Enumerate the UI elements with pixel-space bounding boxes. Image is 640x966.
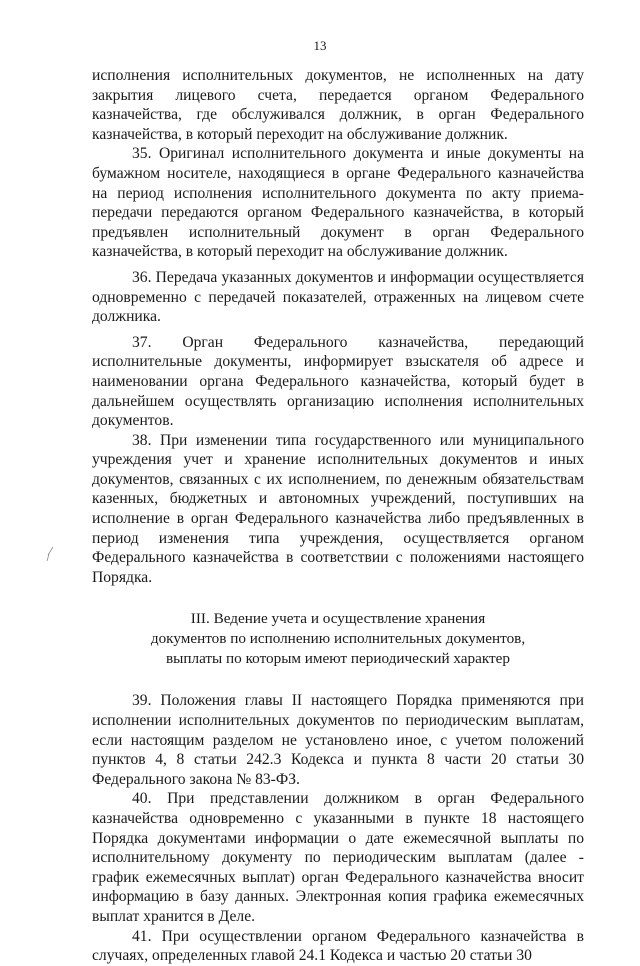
paragraph-38: 38. При изменении типа государственного или муниципального учреждения учет и хранение исполнительных документов и иных документов, связанных с их исполнением, по денежным обязательствам казенных, бюджетных и автономных учреждений, поступивших на исполнение в орган Федерального казначейства либо предъявленных в период изменения типа учреждения, осуществляется органом Федерального казначейства в соответствии с положениями настоящего Порядка. [92, 431, 584, 586]
section-heading [92, 609, 584, 669]
paragraph-continuation: исполнения исполнительных документов, не исполненных на дату закрытия лицевого счета, передается органом Федерального казначейства, где обслуживался должник, в орган Федерального казначейства, в который переходит на обслуживание должник. [92, 67, 584, 143]
paragraph-35: 35. Оригинал исполнительного документа и иные документы на бумажном носителе, находящиеся в органе Федерального казначейства на период исполнения исполнительного документа по акту приема-передачи передаются органом Федерального казначейства, в который предъявлен исполнительный документ в орган Федерального казначейства, в который переходит на обслуживание должник. [92, 145, 584, 261]
paragraph-41: 41. При осуществлении органом Федерального казначейства в случаях, определенных главой 24.1 Кодекса и частью 20 статьи 30 [92, 927, 584, 965]
page-number: 13 [313, 38, 327, 53]
section-heading-line-2: документов по исполнению исполнительных документов, [150, 630, 526, 648]
paragraph-40: 40. При представлении должником в орган Федерального казначейства одновременно с указанными в пункте 18 настоящего Порядка документами информации о дате ежемесячной выплаты по исполнительному документу по периодическим выплатам (далее - график ежемесячных выплат) орган Федерального казначейства вносит информацию в базу данных. Электронная копия графика ежемесячных выплат хранится в Деле. [92, 790, 584, 925]
section-heading-line-1: III. Ведение учета и осуществление хранения [190, 610, 486, 628]
paragraph-39: 39. Положения главы II настоящего Порядка применяются при исполнении исполнительных документов по периодическим выплатам, если настоящим разделом не установлено иное, с учетом положений пунктов 4, 8 статьи 242.3 Кодекса и пункта 8 части 20 статьи 30 Федерального закона № 83-ФЗ. [92, 692, 584, 788]
document-body [92, 66, 584, 966]
paragraph-36: 36. Передача указанных документов и информации осуществляется одновременно с передачей показателей, отраженных на лицевом счете должника. [92, 268, 584, 326]
margin-pen-mark [44, 545, 56, 563]
section-heading-line-3: выплаты по которым имеют периодический характер [165, 650, 511, 668]
paragraph-37: 37. Орган Федерального казначейства, передающий исполнительные документы, информирует взыскателя об адресе и наименовании органа Федерального казначейства, который будет в дальнейшем осуществлять организацию исполнения исполнительных документов. [92, 333, 584, 430]
